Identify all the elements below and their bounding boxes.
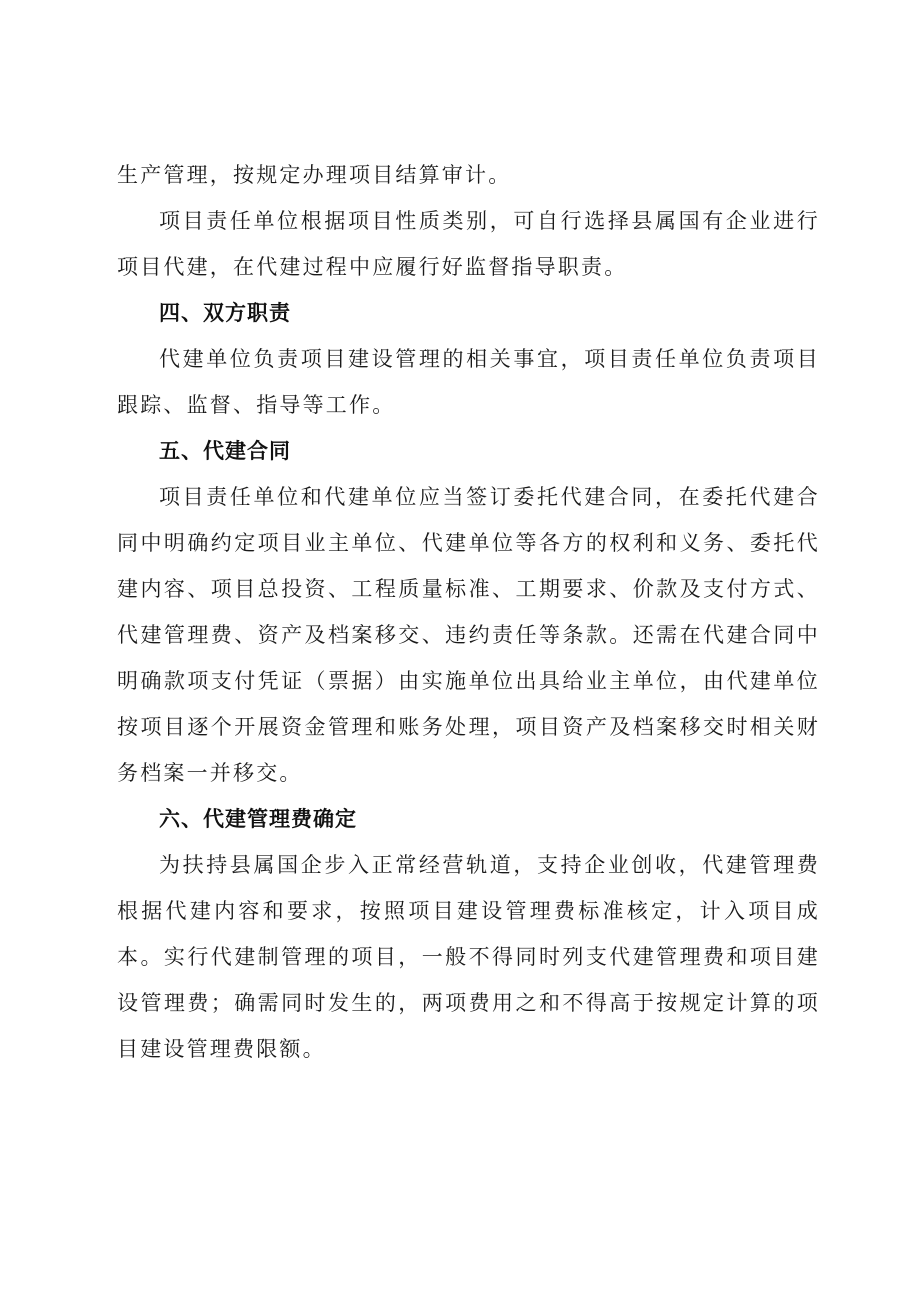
paragraph-contract: 项目责任单位和代建单位应当签订委托代建合同，在委托代建合同中明确约定项目业主单位、代建单位等各方的权利和义务、委托代建内容、项目总投资、工程质量标准、工期要求、价款及支付方式、代建管理费、资产及档案移交、违约责任等条款。还需在代建合同中明确款项支付凭证（票据）由实施单位出具给业主单位，由代建单位按项目逐个开展资金管理和账务处理，项目资产及档案移交时相关财务档案一并移交。 [117,485,820,785]
paragraph-continuation: 生产管理，按规定办理项目结算审计。 [117,163,512,187]
document-body [117,152,820,1072]
paragraph-project-responsibility: 项目责任单位根据项目性质类别，可自行选择县属国有企业进行项目代建，在代建过程中应履行好监督指导职责。 [117,209,820,279]
section-heading-duties: 四、双方职责 [159,301,291,325]
section-heading-management-fee: 六、代建管理费确定 [159,807,357,831]
section-heading-contract: 五、代建合同 [159,439,291,463]
paragraph-management-fee: 为扶持县属国企步入正常经营轨道，支持企业创收，代建管理费根据代建内容和要求，按照项目建设管理费标准核定，计入项目成本。实行代建制管理的项目，一般不得同时列支代建管理费和项目建设管理费；确需同时发生的，两项费用之和不得高于按规定计算的项目建设管理费限额。 [117,853,820,1061]
paragraph-duties: 代建单位负责项目建设管理的相关事宜，项目责任单位负责项目跟踪、监督、指导等工作。 [117,347,820,417]
